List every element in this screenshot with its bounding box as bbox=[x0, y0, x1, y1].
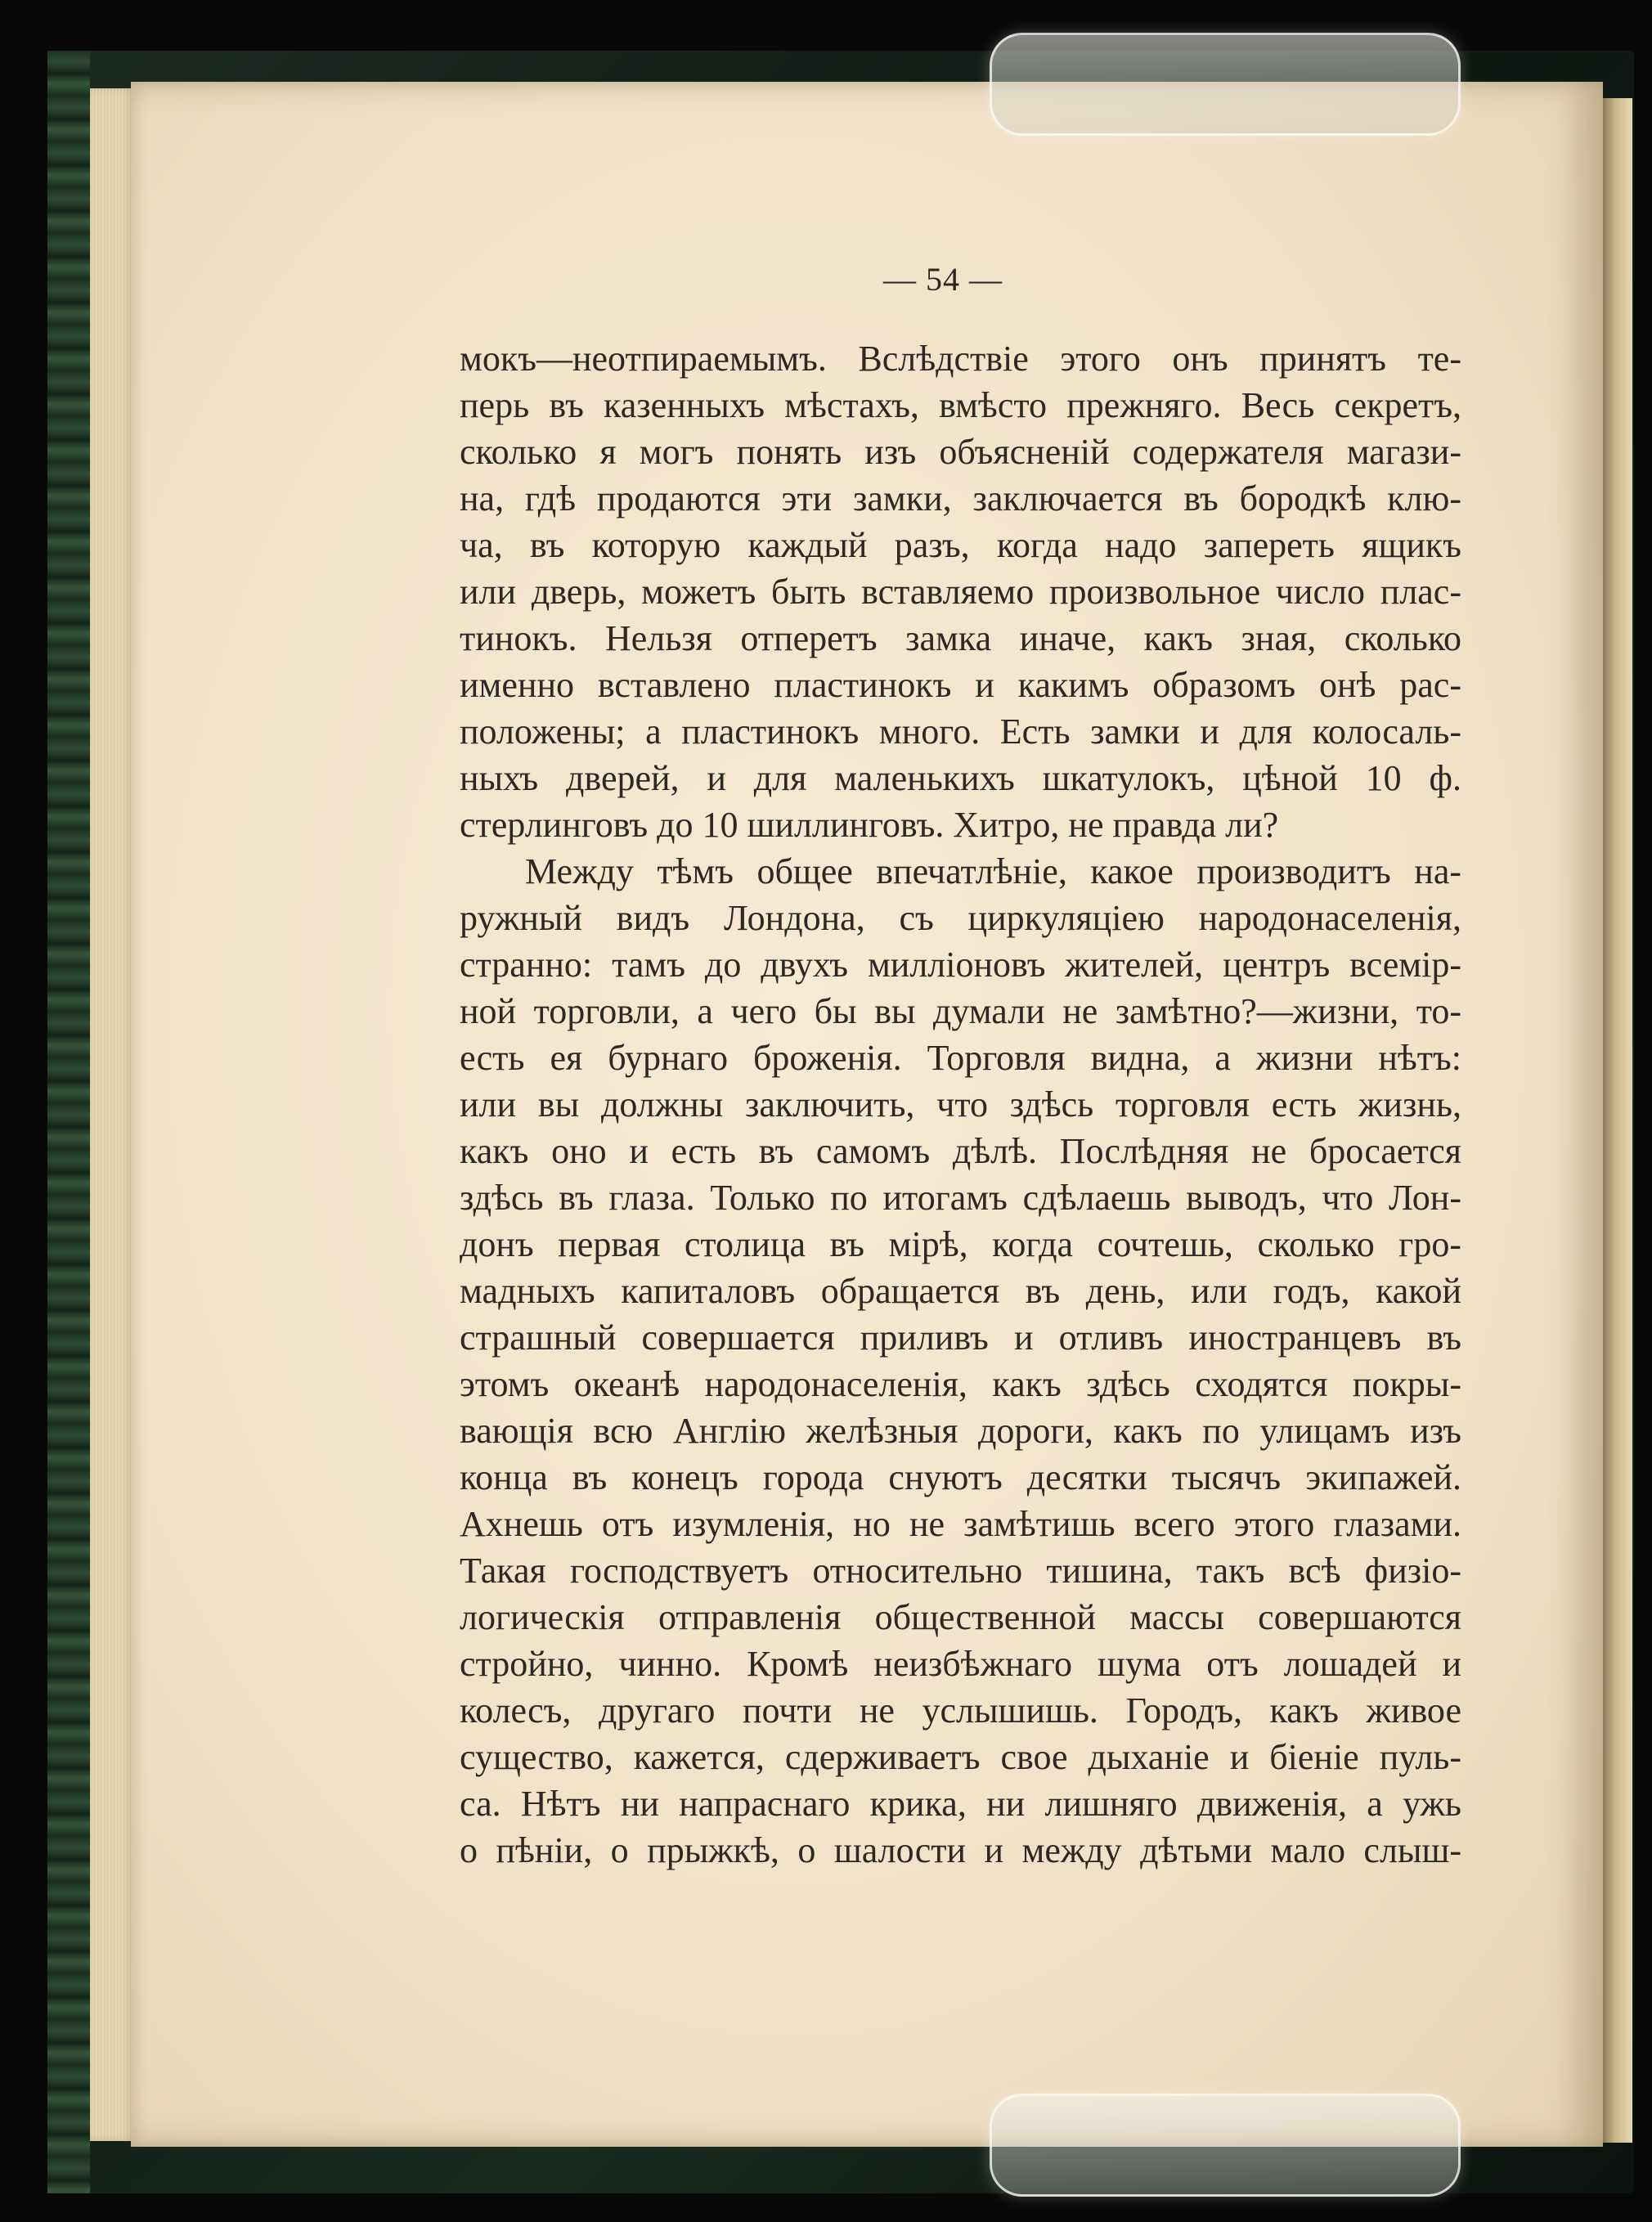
text-line: именно вставлено пластинокъ и какимъ образомъ онѣ рас- bbox=[460, 665, 1461, 705]
text-line: колесъ, другаго почти не услышишь. Городъ, какъ живое bbox=[460, 1690, 1461, 1730]
body-text bbox=[460, 335, 1461, 1874]
text-line: Между тѣмъ общее впечатлѣніе, какое производитъ на- bbox=[525, 851, 1461, 891]
page-number: — 54 — bbox=[883, 261, 1003, 298]
text-line: положены; а пластинокъ много. Есть замки и для колосаль- bbox=[460, 711, 1461, 752]
text-line: страшный совершается приливъ и отливъ иностранцевъ въ bbox=[460, 1317, 1461, 1358]
page-edges bbox=[90, 88, 134, 2141]
text-line: донъ первая столица въ мірѣ, когда сочтешь, сколько гро- bbox=[460, 1224, 1461, 1264]
text-line: есть ея бурнаго броженія. Торговля видна, а жизни нѣтъ: bbox=[460, 1038, 1461, 1078]
page-clip-top bbox=[990, 33, 1461, 136]
text-line: тинокъ. Нельзя отперетъ замка иначе, какъ зная, сколько bbox=[460, 618, 1461, 658]
text-line: логическія отправленія общественной массы совершаются bbox=[460, 1597, 1461, 1637]
text-line: мокъ—неотпираемымъ. Вслѣдствіе этого онъ принятъ те- bbox=[460, 339, 1461, 379]
text-line: этомъ океанѣ народонаселенія, какъ здѣсь сходятся покры- bbox=[460, 1364, 1461, 1404]
text-line: перь въ казенныхъ мѣстахъ, вмѣсто прежняго. Весь секретъ, bbox=[460, 385, 1461, 425]
text-line: конца въ конецъ города снуютъ десятки тысячъ экипажей. bbox=[460, 1457, 1461, 1497]
page-clip-bottom bbox=[990, 2094, 1461, 2197]
text-line: Такая господствуетъ относительно тишина, такъ всѣ физіо- bbox=[460, 1551, 1461, 1591]
text-line: ной торговли, а чего бы вы думали не замѣтно?—жизни, то- bbox=[460, 991, 1461, 1031]
text-line: странно: тамъ до двухъ милліоновъ жителей, центръ всемір- bbox=[460, 945, 1461, 985]
text-line: какъ оно и есть въ самомъ дѣлѣ. Послѣдняя не бросается bbox=[460, 1131, 1461, 1171]
text-line: на, гдѣ продаются эти замки, заключается въ бородкѣ клю- bbox=[460, 478, 1461, 518]
text-line: вающія всю Англію желѣзныя дороги, какъ по улицамъ изъ bbox=[460, 1411, 1461, 1451]
text-line: ружный видъ Лондона, съ циркуляціею народонаселенія, bbox=[460, 898, 1461, 938]
text-line: са. Нѣтъ ни напраснаго крика, ни лишняго движенія, а ужь bbox=[460, 1784, 1461, 1824]
text-line: ныхъ дверей, и для маленькихъ шкатулокъ, цѣной 10 ф. bbox=[460, 758, 1461, 798]
text-line: существо, кажется, сдерживаетъ свое дыханіе и біеніе пуль- bbox=[460, 1737, 1461, 1777]
text-line: сколько я могъ понять изъ объясненій содержателя магази- bbox=[460, 432, 1461, 472]
text-line: о пѣніи, о прыжкѣ, о шалости и между дѣтьми мало слыш- bbox=[460, 1830, 1461, 1870]
text-line: мадныхъ капиталовъ обращается въ день, или годъ, какой bbox=[460, 1271, 1461, 1311]
text-line: или вы должны заключить, что здѣсь торговля есть жизнь, bbox=[460, 1084, 1461, 1124]
text-line: стерлинговъ до 10 шиллинговъ. Хитро, не правда ли? bbox=[460, 805, 1279, 845]
text-line: или дверь, можетъ быть вставляемо произвольное число плас- bbox=[460, 572, 1461, 612]
text-line: Ахнешь отъ изумленія, но не замѣтишь всего этого глазами. bbox=[460, 1504, 1461, 1544]
text-line: стройно, чинно. Кромѣ неизбѣжнаго шума отъ лошадей и bbox=[460, 1644, 1461, 1684]
text-line: здѣсь въ глаза. Только по итогамъ сдѣлаешь выводъ, что Лон- bbox=[460, 1178, 1461, 1218]
text-line: ча, въ которую каждый разъ, когда надо запереть ящикъ bbox=[460, 525, 1461, 565]
cover-marbled-edge bbox=[47, 51, 90, 2193]
facing-page-edge bbox=[1603, 98, 1632, 2143]
